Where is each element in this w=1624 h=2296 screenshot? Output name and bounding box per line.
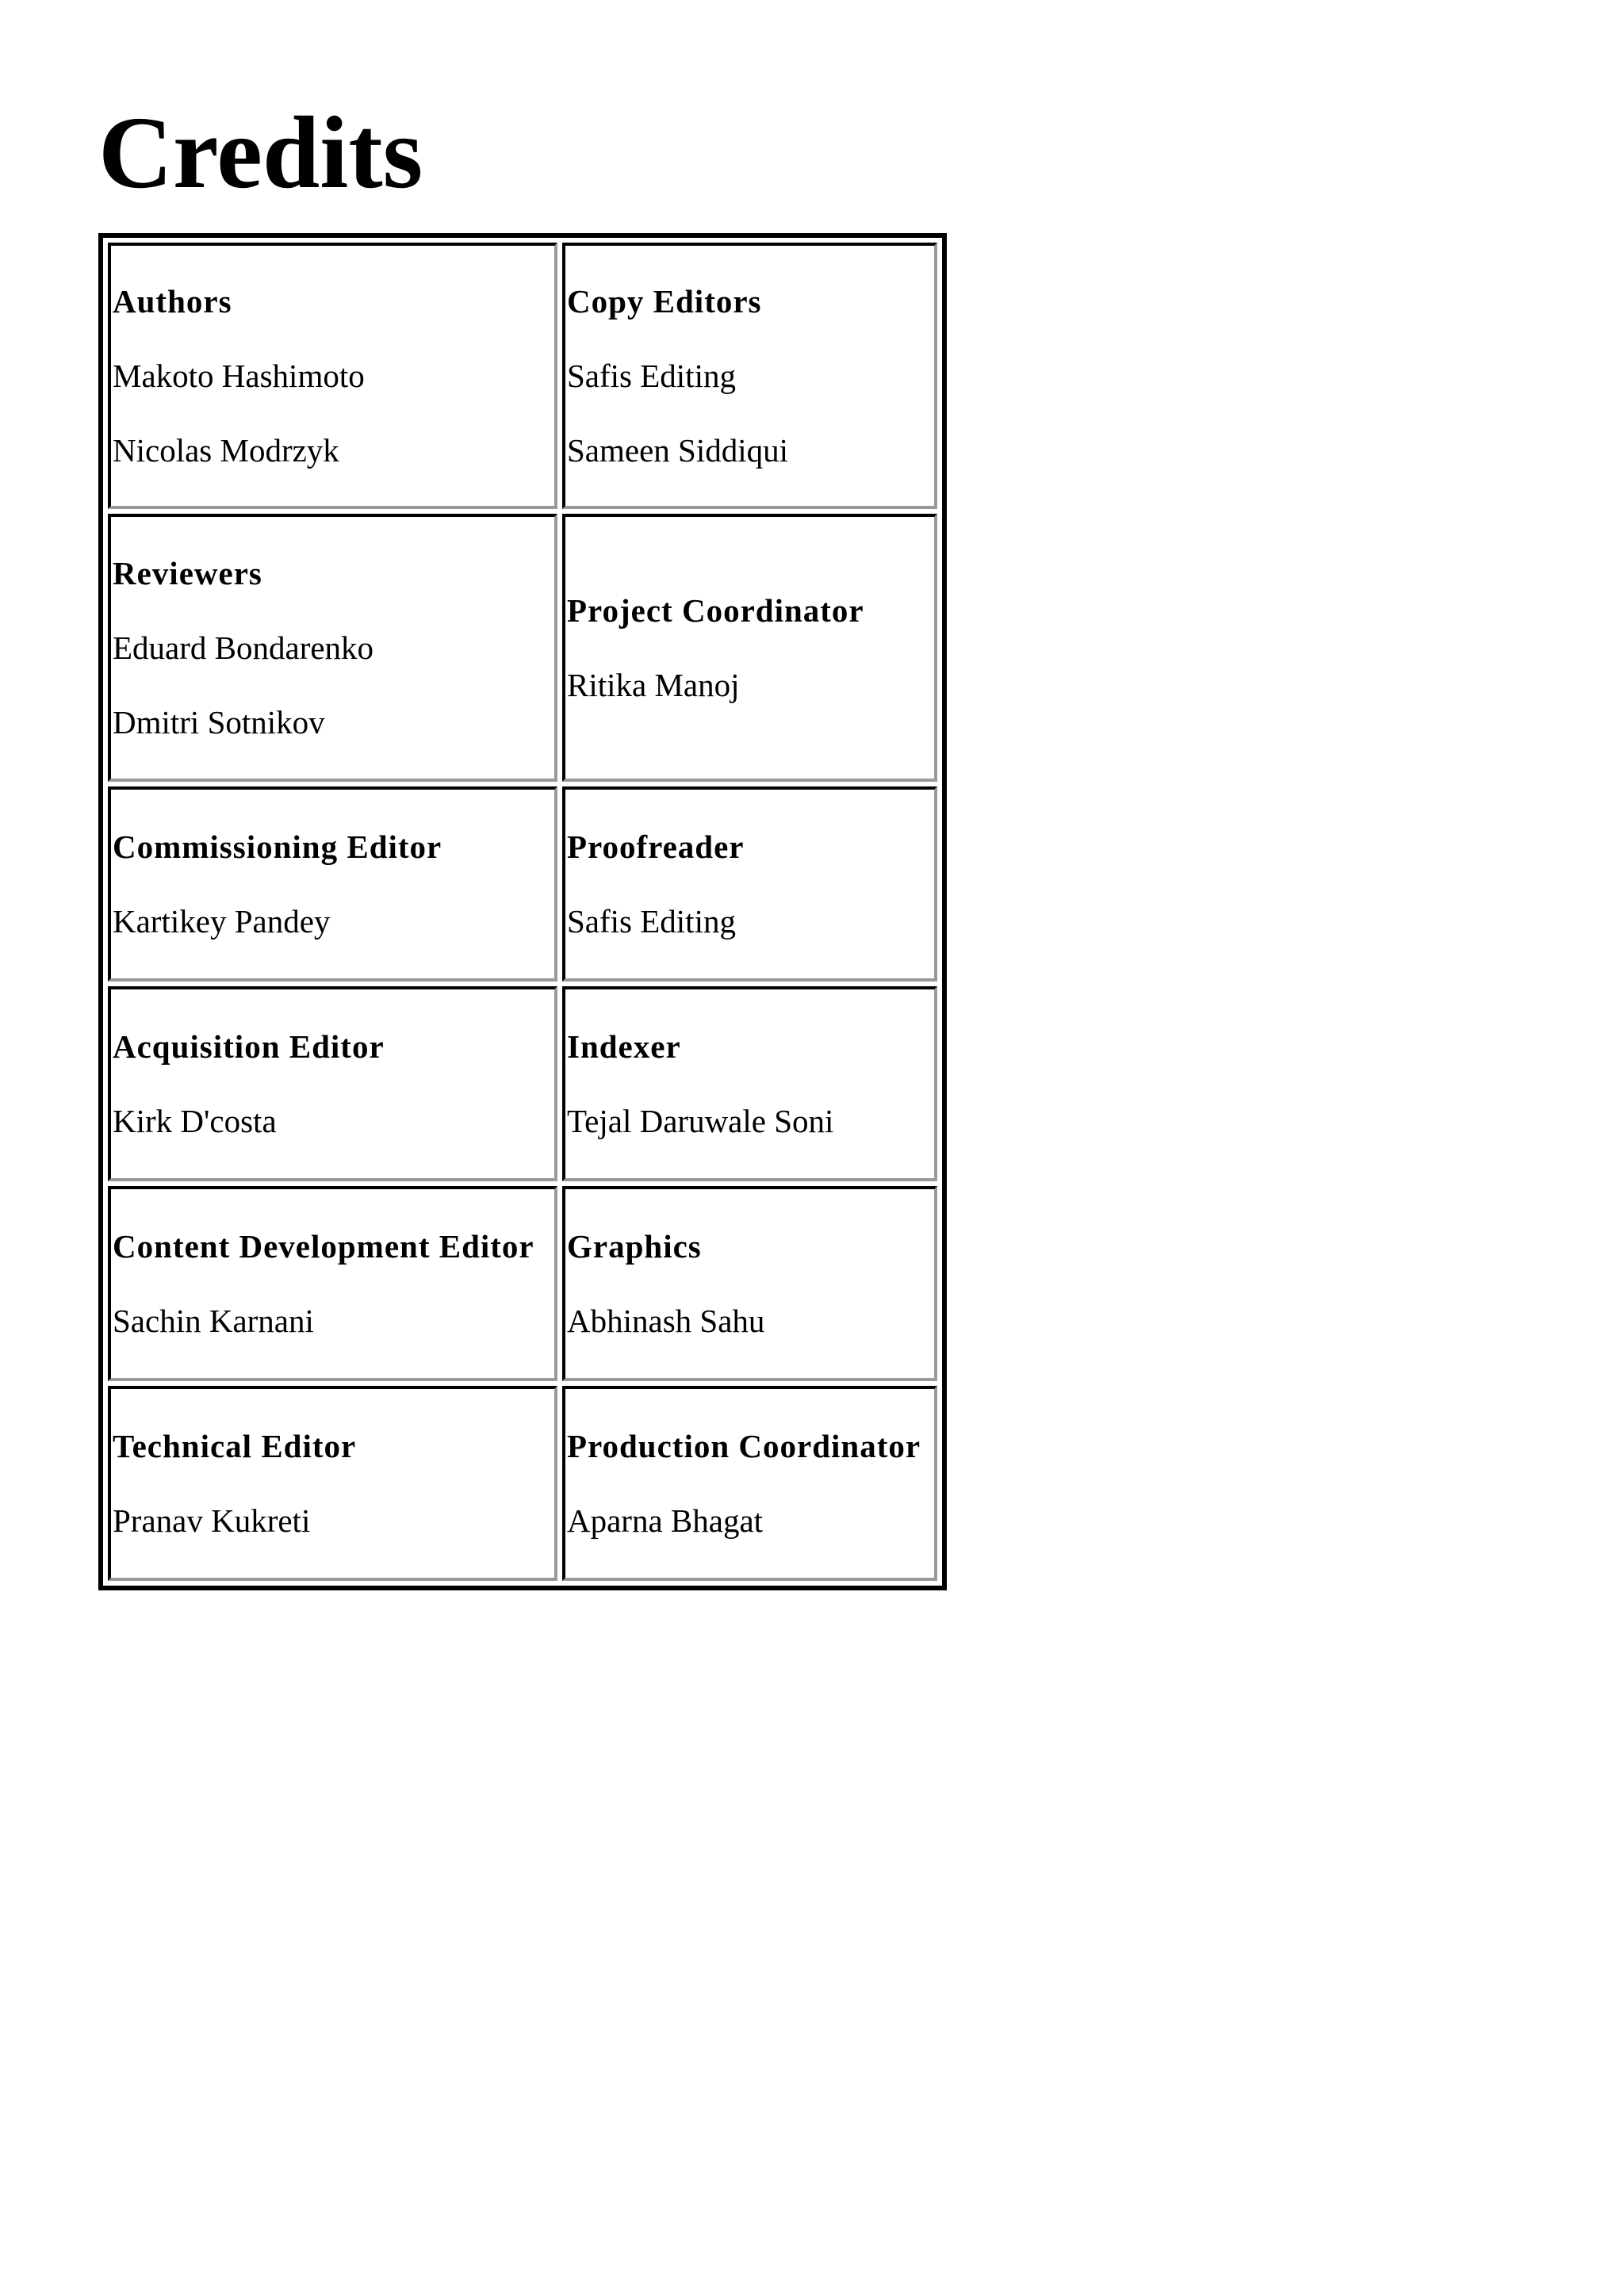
credit-cell-production-coordinator [562, 1386, 937, 1581]
person-name: Eduard Bondarenko [113, 629, 374, 666]
credit-cell-acquisition-editor [108, 986, 557, 1181]
role-label: Acquisition Editor [113, 1028, 385, 1065]
credit-cell-copy-editors [562, 243, 937, 509]
role-label: Proofreader [567, 828, 745, 865]
credits-row [108, 1386, 937, 1581]
role-label: Graphics [567, 1228, 702, 1265]
credit-cell-graphics [562, 1186, 937, 1381]
person-name: Sameen Siddiqui [567, 432, 789, 469]
person-name: Nicolas Modrzyk [113, 432, 339, 469]
person-name: Tejal Daruwale Soni [567, 1103, 834, 1139]
person-name: Safis Editing [567, 903, 736, 939]
role-label: Authors [113, 283, 232, 320]
credit-cell-indexer [562, 986, 937, 1181]
person-name: Dmitri Sotnikov [113, 704, 325, 740]
credits-row [108, 243, 937, 509]
page-title: Credits [98, 96, 423, 210]
credit-cell-content-development-editor [108, 1186, 557, 1381]
role-label: Commissioning Editor [113, 828, 442, 865]
credit-cell-commissioning-editor [108, 786, 557, 982]
credit-cell-technical-editor [108, 1386, 557, 1581]
role-label: Reviewers [113, 555, 262, 591]
person-name: Pranav Kukreti [113, 1502, 311, 1539]
role-label: Content Development Editor [113, 1228, 534, 1265]
credits-row [108, 786, 937, 982]
role-label: Technical Editor [113, 1428, 357, 1464]
credits-row [108, 986, 937, 1181]
role-label: Production Coordinator [567, 1428, 921, 1464]
role-label: Indexer [567, 1028, 681, 1065]
person-name: Kartikey Pandey [113, 903, 331, 939]
person-name: Ritika Manoj [567, 667, 740, 703]
credits-row [108, 1186, 937, 1381]
credit-cell-reviewers [108, 514, 557, 782]
credit-cell-proofreader [562, 786, 937, 982]
credits-row [108, 514, 937, 782]
person-name: Aparna Bhagat [567, 1502, 764, 1539]
person-name: Makoto Hashimoto [113, 358, 365, 394]
person-name: Kirk D'costa [113, 1103, 277, 1139]
role-label: Copy Editors [567, 283, 762, 320]
person-name: Safis Editing [567, 358, 736, 394]
credits-table [98, 233, 947, 1590]
role-label: Project Coordinator [567, 592, 864, 629]
person-name: Abhinash Sahu [567, 1303, 765, 1339]
person-name: Sachin Karnani [113, 1303, 314, 1339]
credit-cell-authors [108, 243, 557, 509]
credit-cell-project-coordinator [562, 514, 937, 782]
